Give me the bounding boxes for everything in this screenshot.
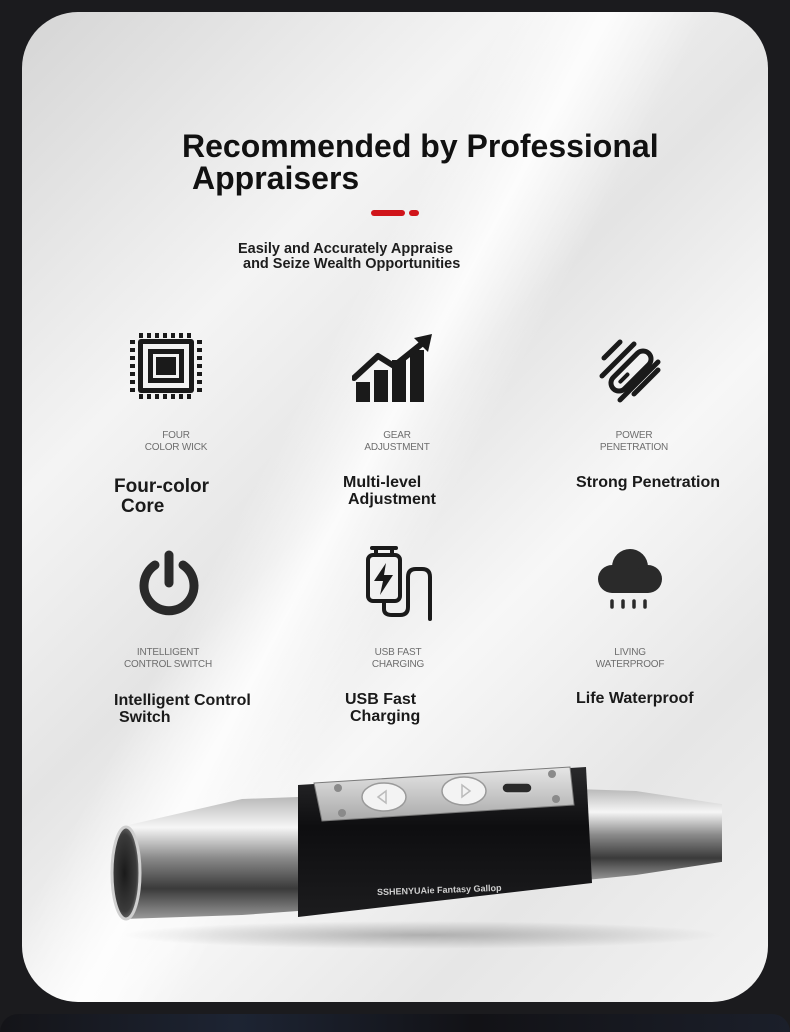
feature-caption: GEAR ADJUSTMENT <box>364 430 430 453</box>
subtitle-line-2: and Seize Wealth Opportunities <box>243 256 461 272</box>
feature-four-color-core <box>92 328 322 548</box>
subtitle-line-1: Easily and Accurately Appraise <box>238 241 453 257</box>
feature-multi-level-adjustment <box>322 328 552 548</box>
rain-cloud-icon <box>594 545 666 617</box>
feature-label: USB Fast Charging <box>345 691 421 725</box>
title-line-2: Appraisers <box>192 160 360 196</box>
feature-label: Strong Penetration <box>576 474 721 491</box>
usb-battery-icon <box>362 545 442 621</box>
feature-caption: POWER PENETRATION <box>599 430 669 453</box>
feature-label: Four-color Core <box>114 476 209 517</box>
feature-label: Life Waterproof <box>576 690 694 707</box>
penetration-icon <box>596 336 666 406</box>
feature-caption: USB FAST CHARGING <box>371 647 425 670</box>
feature-strong-penetration <box>562 328 768 548</box>
product-card <box>22 12 768 1002</box>
feature-caption: FOUR COLOR WICK <box>144 430 208 453</box>
feature-caption: LIVING WATERPROOF <box>595 647 665 670</box>
product-brand-text: SSHENYUAie Fantasy Gallop <box>376 882 502 898</box>
growth-chart-icon <box>352 332 436 404</box>
product-flashlight-image <box>102 757 722 962</box>
feature-label: Intelligent Control Switch <box>114 692 251 726</box>
feature-usb-fast-charging <box>322 545 552 765</box>
feature-caption: INTELLIGENT CONTROL SWITCH <box>124 647 212 670</box>
feature-label: Multi-level Adjustment <box>343 474 436 508</box>
chip-icon <box>128 328 204 404</box>
next-section-edge <box>0 1014 790 1032</box>
power-icon <box>134 549 204 619</box>
feature-life-waterproof <box>562 545 768 765</box>
title-accent-dot <box>409 210 419 216</box>
title-line-1: Recommended by Professional <box>182 128 659 164</box>
title-accent-bar <box>371 210 405 216</box>
subtitle <box>238 242 618 272</box>
page-title <box>182 130 742 194</box>
feature-intelligent-control-switch <box>92 545 322 765</box>
